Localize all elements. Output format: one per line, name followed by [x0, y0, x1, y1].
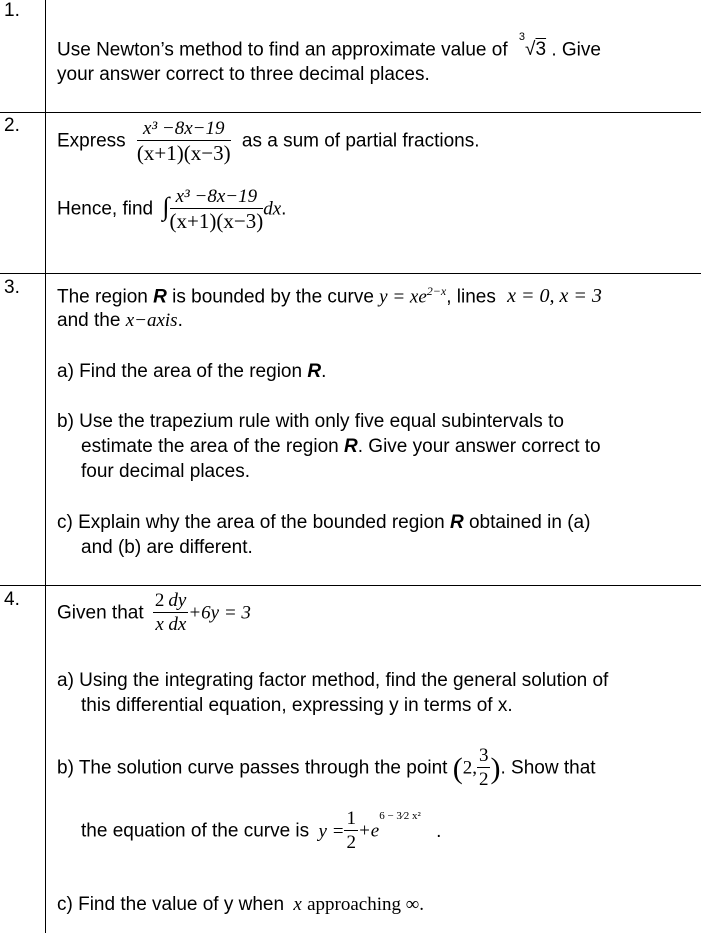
numerator: x³ −8x−19: [170, 186, 264, 209]
derivative-dy-dx: [166, 590, 188, 637]
question-3-part-b-line-3: four decimal places.: [81, 461, 250, 482]
question-4-part-c: [57, 892, 424, 917]
question-3-part-c-line-1: [57, 510, 590, 535]
text: c) Find the value of y when: [57, 894, 285, 915]
question-3-part-c-line-2: and (b) are different.: [81, 537, 253, 558]
column-divider: [45, 0, 46, 933]
period: .: [281, 198, 287, 220]
numerator: dy: [168, 590, 187, 611]
express-label: Express: [57, 130, 126, 152]
text: obtained in (a): [468, 512, 591, 533]
region-label: R: [344, 436, 358, 457]
variable-x: x: [293, 894, 302, 915]
question-3-line-1: [57, 279, 602, 309]
integral-sign: ∫: [162, 191, 170, 221]
radicand: 3: [535, 39, 547, 61]
approaching-infinity: approaching ∞.: [307, 894, 425, 915]
numerator: 3: [478, 745, 489, 766]
text: a) Find the area of the region: [57, 361, 303, 382]
partial-fractions-text: as a sum of partial fractions.: [241, 130, 480, 152]
cube-root: $^3$√3: [518, 31, 547, 61]
point-y: [477, 745, 491, 792]
text: . Show that: [500, 757, 596, 779]
text: . Give your answer correct to: [357, 436, 601, 457]
text: b) The solution curve passes through the point: [57, 757, 448, 779]
text: .: [177, 310, 183, 331]
question-number: 4.: [4, 589, 20, 610]
question-4-part-b-line-2: [81, 808, 441, 855]
period: .: [436, 820, 442, 842]
question-3-part-b-line-2: [81, 434, 601, 459]
row-divider: [0, 585, 701, 586]
question-4-part-a-line-1: a) Using the integrating factor method, find the general solution of: [57, 670, 609, 691]
integrand: [170, 186, 264, 233]
question-number: 2.: [4, 115, 20, 136]
one-half: [344, 808, 358, 855]
fraction-2-over-x: [153, 590, 167, 637]
question-3-line-2: [57, 308, 183, 333]
axis-label: x−axis: [125, 310, 178, 331]
text: , lines: [446, 286, 496, 308]
right-paren: ): [490, 752, 501, 785]
text: c) Explain why the area of the bounded region: [57, 512, 445, 533]
question-3-part-b-line-1: b) Use the trapezium rule with only five equal subintervals to: [57, 411, 564, 432]
hence-label: Hence, find: [57, 198, 154, 220]
denominator: (x+1)(x−3): [169, 209, 264, 233]
question-1-line-1: [57, 33, 601, 62]
denominator: 2: [346, 832, 356, 853]
point-x: 2,: [462, 757, 477, 779]
equation-rest: +6y = 3: [188, 602, 251, 624]
numerator: 1: [346, 808, 356, 829]
text: and the: [57, 310, 121, 331]
question-4-part-b-line-1: [57, 745, 596, 792]
question-3-part-a: a) Find the area of the region R.: [57, 361, 327, 382]
region-label: R: [153, 286, 167, 308]
text: is bounded by the curve: [172, 286, 374, 308]
question-2-line-2: [57, 186, 286, 233]
numerator: x³ −8x−19: [137, 118, 231, 141]
question-4-line-1: [57, 590, 251, 637]
boundary-lines: x = 0, x = 3: [507, 285, 602, 308]
left-paren: (: [452, 752, 463, 785]
denominator: x: [155, 614, 164, 635]
denominator: 2: [478, 769, 489, 790]
denominator: dx: [168, 614, 187, 635]
row-divider: [0, 112, 701, 113]
question-number: 1.: [4, 0, 20, 21]
curve-equation: y = xe: [379, 286, 427, 308]
text: estimate the area of the region: [81, 436, 339, 457]
text: the equation of the curve is: [81, 820, 310, 842]
plus-e: +e: [357, 820, 380, 842]
question-2-line-1: [57, 118, 479, 165]
exponent: 6 − 3⁄2 x²: [379, 810, 421, 823]
curve-exponent: 2−x: [426, 284, 447, 298]
question-4-part-a-line-2: this differential equation, expressing y in terms of x.: [81, 695, 513, 716]
text: The region: [57, 286, 148, 308]
denominator: (x+1)(x−3): [136, 141, 231, 165]
question-1-line-2: your answer correct to three decimal places.: [57, 64, 430, 85]
region-label: R: [449, 512, 464, 533]
given-label: Given that: [57, 602, 144, 624]
region-label: R: [307, 361, 322, 382]
dx: dx: [263, 198, 282, 220]
numerator: 2: [154, 590, 165, 611]
question-number: 3.: [4, 277, 20, 298]
row-divider: [0, 273, 701, 274]
q1-text: Use Newton’s method to find an approximate value of: [57, 39, 508, 61]
eq-y: y =: [318, 820, 345, 842]
q1-give: . Give: [551, 39, 601, 61]
root-index: 3: [518, 31, 526, 43]
rational-expression: [137, 118, 231, 165]
